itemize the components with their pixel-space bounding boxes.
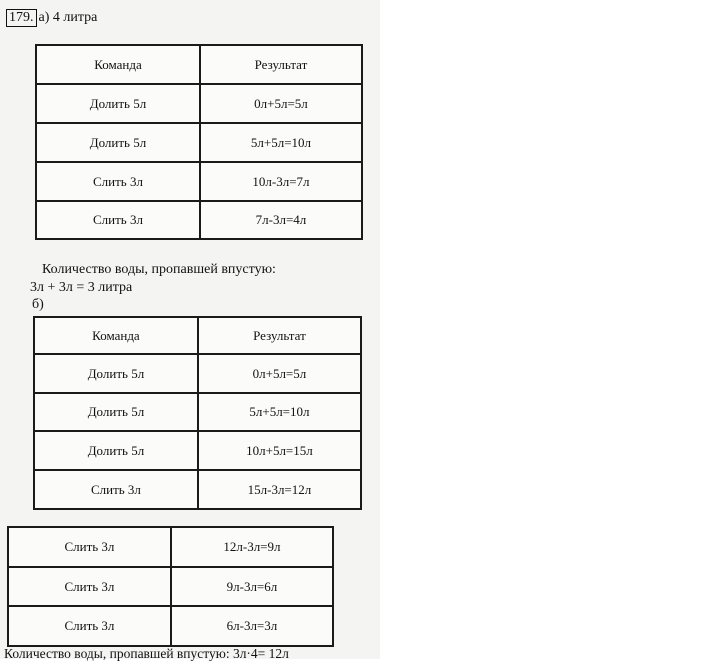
table-a-header-row [36,45,362,84]
table-row [8,527,333,567]
task-number: 179. [6,9,37,27]
part-b-label: б) [32,297,44,312]
table-b-continued [7,526,334,647]
table-b-cont-cell-command: Слить 3л [8,527,171,567]
table-b-header-command: Команда [34,317,198,354]
table-b-cell-command: Долить 5л [34,393,198,431]
table-row [34,431,361,470]
loss-a-label: Количество воды, пропавшей впустую: [42,262,276,277]
table-b-cont-cell-result: 6л-3л=3л [171,606,333,646]
table-b-cell-result: 5л+5л=10л [198,393,361,431]
table-b-cell-result: 15л-3л=12л [198,470,361,509]
part-a-label: а) 4 литра [38,10,98,25]
table-row [34,354,361,393]
table-b [33,316,362,510]
loss-a-formula: 3л + 3л = 3 литра [30,280,133,295]
table-b-header-row [34,317,361,354]
table-b-cont-cell-command: Слить 3л [8,606,171,646]
table-a-header-command: Команда [36,45,200,84]
task-heading [6,9,97,27]
table-a-cell-result: 10л-3л=7л [200,162,362,201]
table-a-cell-command: Долить 5л [36,84,200,123]
table-a-cell-result: 7л-3л=4л [200,201,362,239]
table-row [36,84,362,123]
table-row [36,123,362,162]
table-row [8,606,333,646]
table-b-cont-cell-command: Слить 3л [8,567,171,606]
table-a [35,44,363,240]
table-b-cell-command: Слить 3л [34,470,198,509]
table-b-cell-command: Долить 5л [34,354,198,393]
table-row [34,393,361,431]
table-row [36,201,362,239]
table-b-cell-command: Долить 5л [34,431,198,470]
loss-b-text: Количество воды, пропавшей впустую: 3л·4= 12л [4,646,289,661]
table-b-cell-result: 10л+5л=15л [198,431,361,470]
table-b-header-result: Результат [198,317,361,354]
table-b-cell-result: 0л+5л=5л [198,354,361,393]
table-a-cell-command: Слить 3л [36,162,200,201]
table-row [8,567,333,606]
table-a-cell-command: Долить 5л [36,123,200,162]
table-b-cont-cell-result: 9л-3л=6л [171,567,333,606]
table-row [36,162,362,201]
table-a-header-result: Результат [200,45,362,84]
table-b-cont-cell-result: 12л-3л=9л [171,527,333,567]
table-a-cell-result: 0л+5л=5л [200,84,362,123]
table-a-cell-result: 5л+5л=10л [200,123,362,162]
table-a-cell-command: Слить 3л [36,201,200,239]
table-row [34,470,361,509]
